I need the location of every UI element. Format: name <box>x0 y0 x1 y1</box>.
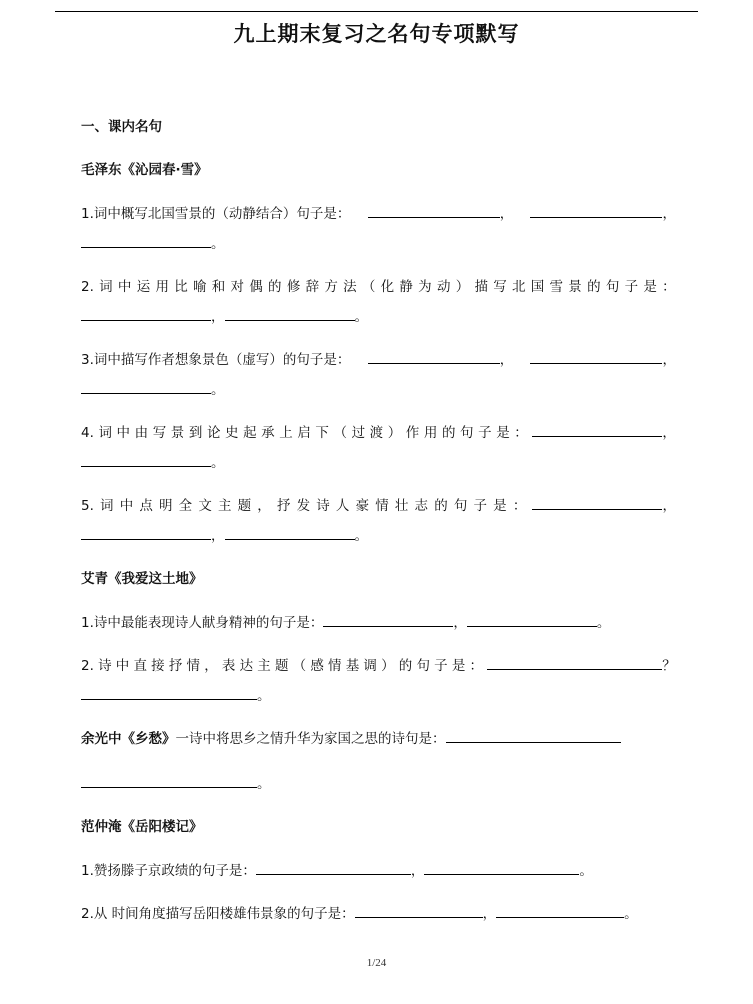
answer-blank[interactable] <box>81 381 211 394</box>
answer-blank[interactable] <box>532 497 662 510</box>
question-continuation: 。 <box>81 381 225 399</box>
page-title: 九上期末复习之名句专项默写 <box>233 22 520 46</box>
poem-heading-yueyanglouji: 范仲淹《岳阳楼记》 <box>81 819 203 835</box>
answer-blank[interactable] <box>467 614 597 627</box>
answer-blank[interactable] <box>225 308 355 321</box>
answer-blank[interactable] <box>446 730 621 743</box>
question-line: 1.诗中最能表现诗人献身精神的句子是： ， 。 <box>81 615 611 631</box>
poem-heading-qinyuanchun: 毛泽东《沁园春·雪》 <box>81 162 208 178</box>
question-line: 4. 词 中 由 写 景 到 论 史 起 承 上 启 下 （ 过 渡 ） 作 用 的 句 子 是 ： ， <box>81 425 676 441</box>
poem-heading-woaizhetudi: 艾青《我爱这土地》 <box>81 571 203 587</box>
answer-blank[interactable] <box>487 657 662 670</box>
answer-blank[interactable] <box>368 351 500 364</box>
answer-blank[interactable] <box>81 308 211 321</box>
question-continuation: 。 <box>81 687 271 705</box>
question-line: 1.赞扬滕子京政绩的句子是： ， 。 <box>81 863 593 879</box>
question-continuation: ， 。 <box>81 527 368 545</box>
answer-blank[interactable] <box>496 905 624 918</box>
question-line: 余光中《乡愁》一诗中将思乡之情升华为家国之思的诗句是： <box>81 730 621 748</box>
question-continuation: ， 。 <box>81 308 368 326</box>
answer-blank[interactable] <box>81 687 257 700</box>
answer-blank[interactable] <box>256 862 411 875</box>
answer-blank[interactable] <box>532 424 662 437</box>
header-rule <box>55 11 698 12</box>
answer-blank[interactable] <box>225 527 355 540</box>
question-line: 5. 词 中 点 明 全 文 主 题 ， 抒 发 诗 人 豪 情 壮 志 的 句 子 是 ： ， <box>81 498 676 514</box>
page-number: 1/24 <box>366 957 387 969</box>
poem-heading-xiangchou: 余光中《乡愁》 <box>81 731 176 747</box>
answer-blank[interactable] <box>424 862 579 875</box>
answer-blank[interactable] <box>81 527 211 540</box>
question-continuation: 。 <box>81 775 271 793</box>
question-line: 2.从 时间角度描写岳阳楼雄伟景象的句子是： ， 。 <box>81 906 638 922</box>
question-text: 3.词中描写作者想象景色（虚写）的句子是： <box>81 352 351 368</box>
answer-blank[interactable] <box>530 205 662 218</box>
answer-blank[interactable] <box>355 905 483 918</box>
question-continuation: 。 <box>81 235 225 253</box>
answer-blank[interactable] <box>368 205 500 218</box>
question-line: 2. 诗 中 直 接 抒 情 ， 表 达 主 题 （ 感 情 基 调 ） 的 句 子 是 ： ？ <box>81 658 676 674</box>
question-line: 2. 词 中 运 用 比 喻 和 对 偶 的 修 辞 方 法 （ 化 静 为 动 ） 描 写 北 国 雪 景 的 句 子 是 ： <box>81 279 676 295</box>
question-line: 3.词中描写作者想象景色（虚写）的句子是： ， ， <box>81 352 676 368</box>
section-heading: 一、课内名句 <box>81 119 162 135</box>
question-text: 1.词中概写北国雪景的（动静结合）句子是： <box>81 206 351 222</box>
answer-blank[interactable] <box>530 351 662 364</box>
question-line: 1.词中概写北国雪景的（动静结合）句子是： ， ， <box>81 206 676 222</box>
answer-blank[interactable] <box>81 775 257 788</box>
answer-blank[interactable] <box>81 235 211 248</box>
question-continuation: 。 <box>81 454 225 472</box>
answer-blank[interactable] <box>323 614 453 627</box>
answer-blank[interactable] <box>81 454 211 467</box>
